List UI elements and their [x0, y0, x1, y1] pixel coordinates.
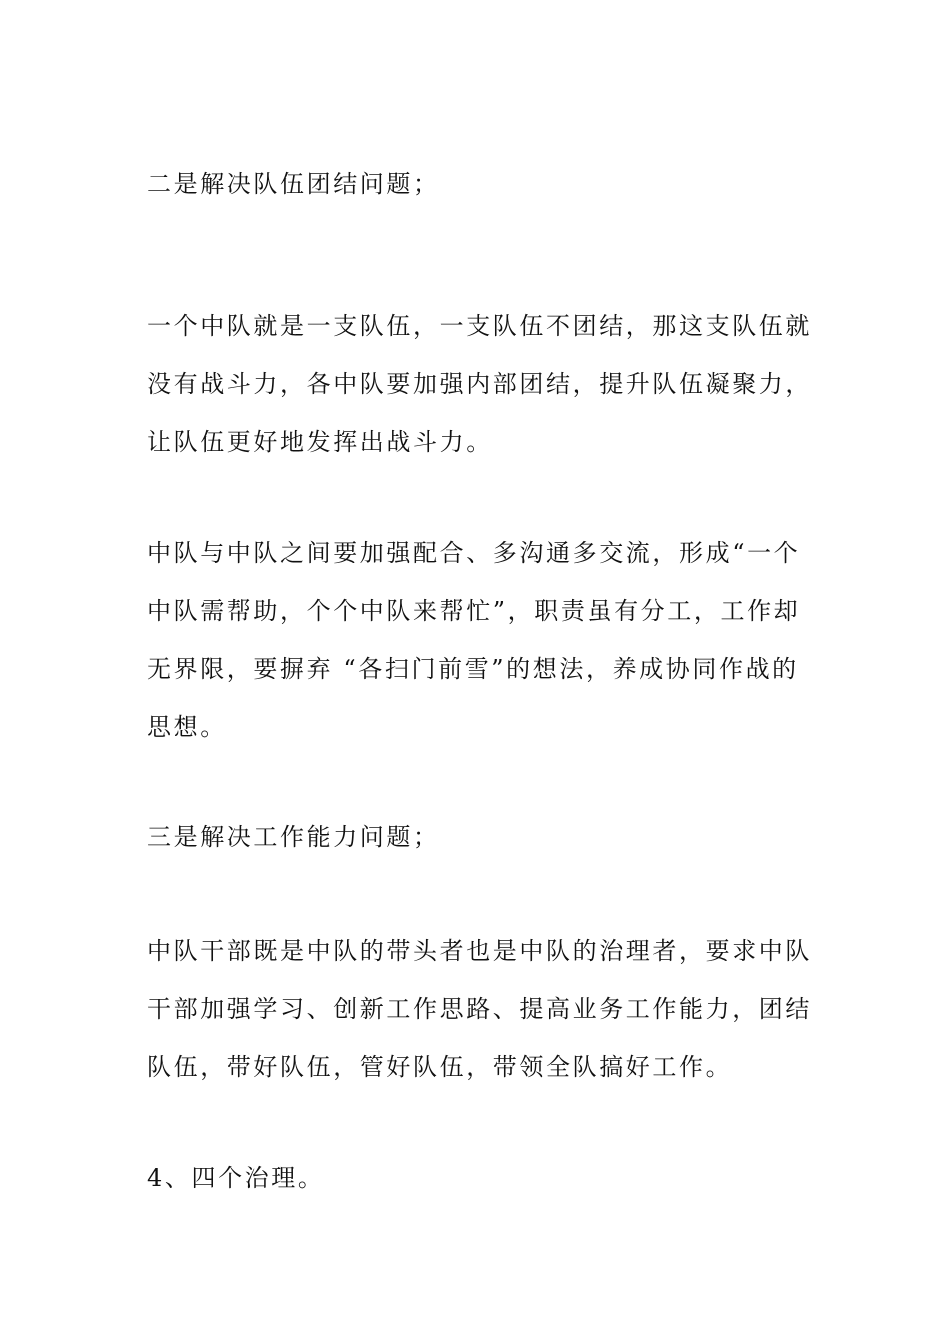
paragraph-line: 无界限，要摒弃 “各扫门前雪”的想法，养成协同作战的	[147, 655, 799, 683]
paragraph-line: 中队与中队之间要加强配合、多沟通多交流，形成“一个	[147, 539, 801, 567]
heading-text: 4、四个治理。	[147, 1164, 325, 1192]
section-heading-team-unity	[147, 155, 809, 213]
paragraph-cooperation	[147, 524, 809, 756]
paragraph-line: 队伍，带好队伍，管好队伍，带领全队搞好工作。	[147, 1053, 733, 1081]
paragraph-team-unity	[147, 297, 812, 471]
paragraph-work-ability	[147, 922, 812, 1096]
paragraph-line: 中队干部既是中队的带头者也是中队的治理者，要求中队	[147, 937, 812, 965]
paragraph-line: 没有战斗力，各中队要加强内部团结，提升队伍凝聚力，	[147, 370, 812, 398]
heading-text: 三是解决工作能力问题；	[147, 823, 440, 851]
paragraph-line: 一个中队就是一支队伍，一支队伍不团结，那这支队伍就	[147, 312, 812, 340]
paragraph-line: 让队伍更好地发挥出战斗力。	[147, 428, 493, 456]
heading-text: 二是解决队伍团结问题；	[147, 170, 440, 198]
paragraph-line: 中队需帮助，个个中队来帮忙”，职责虽有分工，工作却	[147, 597, 801, 625]
paragraph-line: 思想。	[147, 713, 227, 741]
section-heading-work-ability	[147, 808, 809, 866]
paragraph-line: 干部加强学习、创新工作思路、提高业务工作能力，团结	[147, 995, 812, 1023]
section-heading-four-governance	[147, 1149, 809, 1207]
